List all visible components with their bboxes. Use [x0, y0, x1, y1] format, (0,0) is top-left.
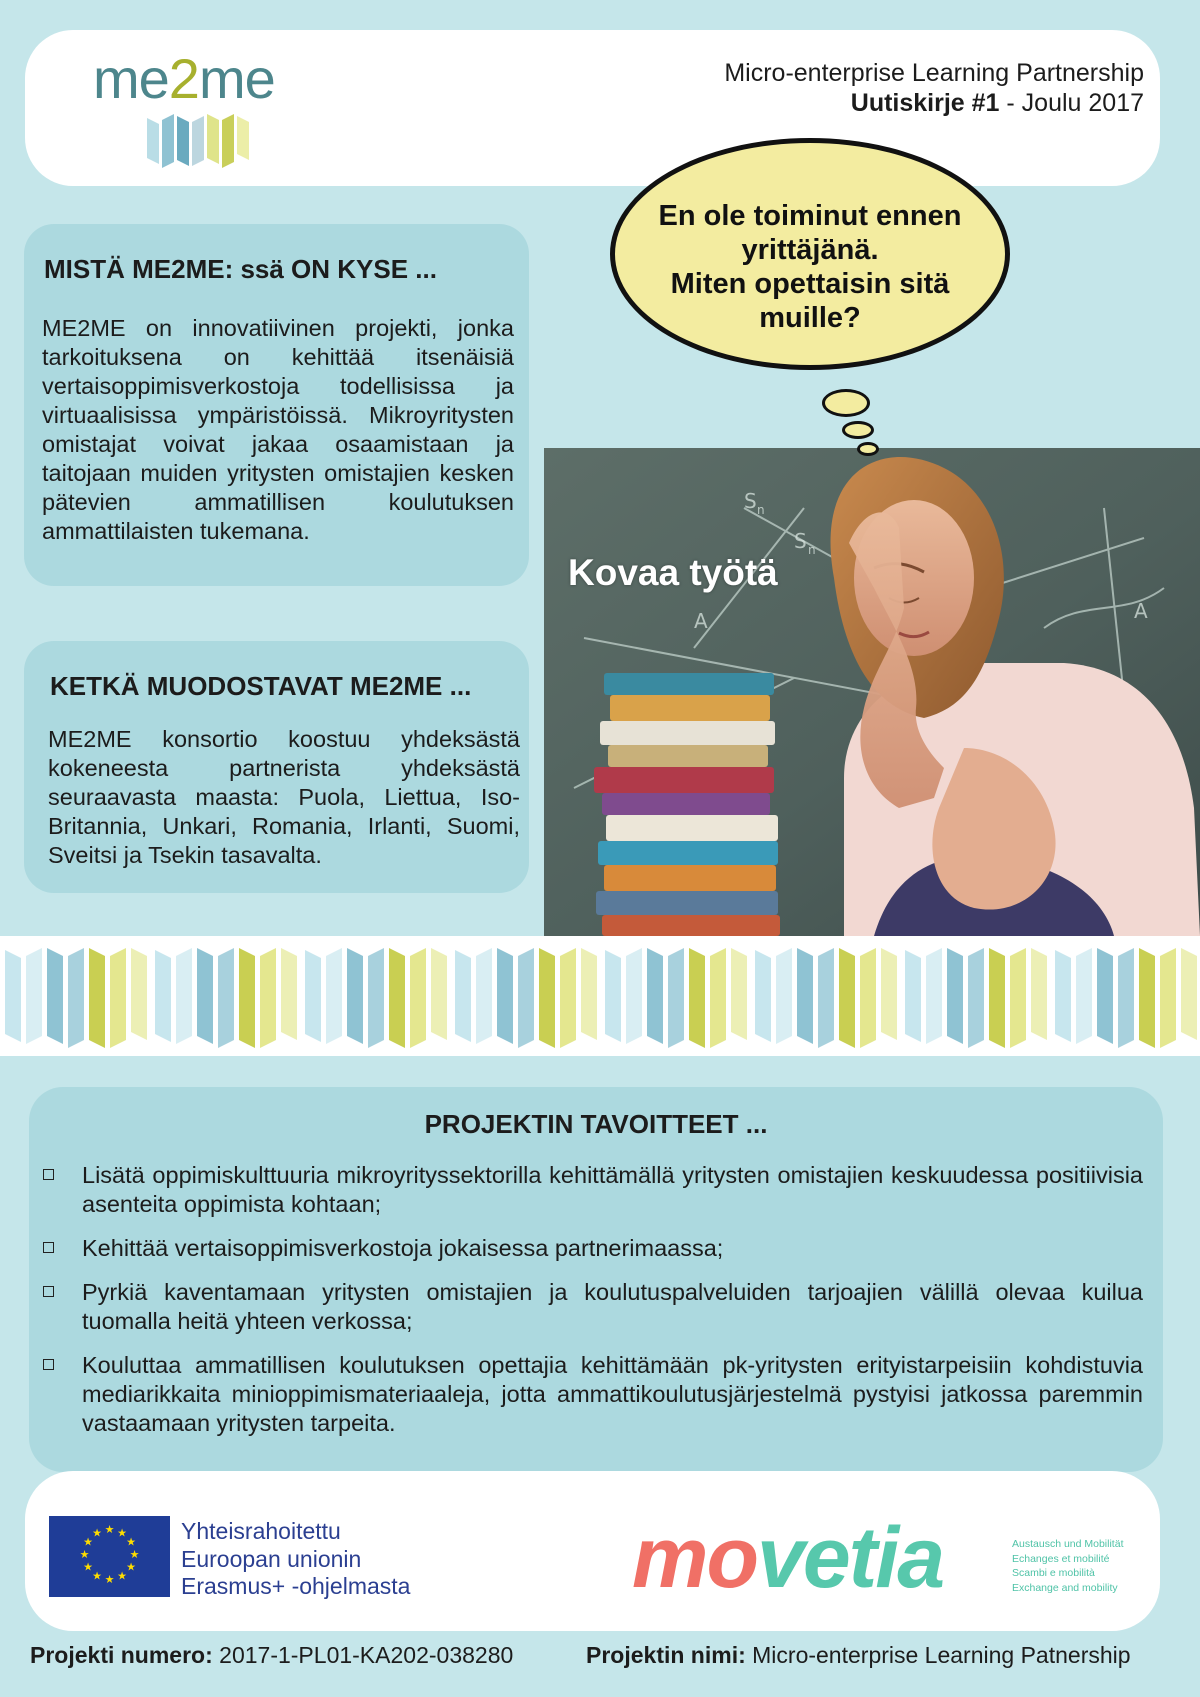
goals-list: [43, 1161, 1143, 1453]
project-number-label: Projekti numero:: [30, 1642, 213, 1668]
square-bullet-icon: [43, 1359, 54, 1370]
logo-stripes-icon: [147, 110, 253, 170]
square-bullet-icon: [43, 1169, 54, 1180]
eu-stars: [49, 1516, 170, 1597]
project-info-line: [30, 1638, 1180, 1672]
goal-text: Kehittää vertaisoppimisverkostoja jokaisessa partnerimaassa;: [82, 1235, 724, 1261]
project-name-label: Projektin nimi:: [586, 1642, 746, 1668]
goals-title: PROJEKTIN TAVOITTEET ...: [424, 1109, 768, 1139]
svg-text:★: ★: [83, 1535, 93, 1549]
svg-text:★: ★: [92, 1569, 102, 1583]
thought-bubble: [610, 138, 1010, 370]
goal-text: Pyrkiä kaventamaan yritysten omistajien ja koulutuspalveluiden tarjoajien välillä olevaa kuilua tuomalla heitä yhteen verkossa;: [82, 1279, 1143, 1334]
square-bullet-icon: [43, 1242, 54, 1253]
svg-text:★: ★: [129, 1548, 140, 1561]
eu-line-1: Yhteisrahoitettu: [181, 1518, 341, 1544]
svg-text:★: ★: [92, 1526, 102, 1540]
project-name-value: Micro-enterprise Learning Patnership: [745, 1642, 1131, 1668]
teacher-photo: [544, 448, 1200, 936]
thought-dot-small: [857, 442, 879, 456]
svg-text:★: ★: [104, 1573, 115, 1586]
movetia-sub-1: Austausch und Mobilität: [1012, 1538, 1124, 1550]
about-section: [24, 224, 529, 586]
logo-text-two: 2: [168, 47, 199, 110]
header-info: [724, 58, 1144, 118]
eu-line-3: Erasmus+ -ohjelmasta: [181, 1573, 411, 1599]
svg-text:A: A: [694, 609, 708, 633]
photo-illustration: [544, 448, 1200, 936]
newsletter-line: [724, 88, 1144, 118]
svg-text:S: S: [794, 529, 807, 553]
members-title: KETKÄ MUODOSTAVAT ME2ME ...: [50, 671, 472, 701]
bubble-line-3: Miten opettaisin sitä: [670, 268, 950, 300]
goal-item: [43, 1351, 1143, 1438]
movetia-logo: [632, 1510, 944, 1606]
goal-item: [43, 1161, 1143, 1219]
svg-text:S: S: [744, 489, 757, 513]
project-number: [30, 1642, 513, 1669]
movetia-sub-2: Echanges et mobilité: [1012, 1552, 1110, 1565]
thought-dot-large: [822, 389, 870, 417]
svg-text:n: n: [808, 543, 816, 557]
project-number-value: 2017-1-PL01-KA202-038280: [212, 1642, 514, 1668]
program-name: Micro-enterprise Learning Partnership: [724, 59, 1144, 87]
about-title: MISTÄ ME2ME: ssä ON KYSE ...: [44, 254, 437, 284]
svg-text:★: ★: [79, 1548, 90, 1561]
movetia-sub-4: Exchange and mobility: [1012, 1581, 1118, 1594]
svg-text:★: ★: [117, 1569, 127, 1583]
svg-text:★: ★: [117, 1526, 127, 1540]
me2me-logo: [93, 46, 275, 111]
bubble-line-1: En ole toiminut ennen: [658, 200, 962, 232]
logo-text-me-2: me: [198, 47, 275, 110]
eu-line-2: Euroopan unionin: [181, 1545, 362, 1572]
goal-item: [43, 1278, 1143, 1336]
photo-caption: Kovaa työtä: [568, 552, 778, 593]
svg-text:★: ★: [126, 1560, 136, 1574]
svg-text:n: n: [757, 503, 765, 517]
movetia-sub-3: Scambi e mobilità: [1012, 1567, 1095, 1579]
goal-text: Kouluttaa ammatillisen koulutuksen opettajia kehittämään pk-yritysten erityistarpeisiin kohdistuvia mediarikkaita minioppimismateriaaleja, jotta ammattikoulutusjärjestelmä pystyisi jatkossa paremmin vastaamaan yritysten tarpeita.: [82, 1352, 1143, 1436]
members-section: [24, 641, 529, 893]
project-name: [586, 1642, 1131, 1669]
goal-item: [43, 1234, 1143, 1263]
movetia-logo-part-2: vetia: [757, 1510, 944, 1606]
thought-bubble-text: [635, 199, 985, 335]
svg-text:A: A: [1134, 599, 1148, 623]
square-bullet-icon: [43, 1286, 54, 1297]
bubble-line-4: muille?: [759, 302, 861, 334]
eu-funding-text: [181, 1518, 410, 1601]
movetia-tagline: [1012, 1537, 1123, 1595]
svg-text:★: ★: [126, 1535, 136, 1549]
newsletter-date: - Joulu 2017: [999, 89, 1144, 117]
thought-dot-medium: [842, 421, 874, 439]
svg-text:★: ★: [104, 1523, 115, 1536]
goals-section: [29, 1087, 1163, 1472]
svg-text:★: ★: [83, 1560, 93, 1574]
eu-flag-icon: [49, 1516, 170, 1597]
newsletter-label: Uutiskirje #1: [850, 89, 1000, 117]
stripe-pattern: [0, 936, 1200, 1056]
movetia-logo-part-1: mo: [632, 1510, 757, 1606]
goal-text: Lisätä oppimiskulttuuria mikroyrityssektorilla kehittämällä yritysten omistajien keskuudessa positiivisia asenteita oppimista kohtaan;: [82, 1162, 1143, 1217]
logo-text-me: me: [93, 47, 169, 110]
bubble-line-2: yrittäjänä.: [741, 234, 879, 266]
members-body: ME2ME konsortio koostuu yhdeksästä kokeneesta partnerista yhdeksästä seuraavasta maasta: Puola, Liettua, Iso-Britannia, Unkari, Romania, Irlanti, Suomi, Sveitsi ja Tsekin tasavalta.: [48, 726, 520, 868]
footer-logos: [25, 1471, 1160, 1631]
decorative-stripe-band: [0, 936, 1200, 1056]
about-body: ME2ME on innovatiivinen projekti, jonka tarkoituksena on kehittää itsenäisiä vertaisoppimisverkostoja todellisissa ja virtuaalisissa ympäristöissä. Mikroyritysten omistajat voivat jakaa osaamistaan ja taitojaan muiden yritysten omistajien kesken pätevien ammatillisen koulutuksen ammattilaisten tukemana.: [42, 315, 514, 544]
header-banner: [25, 30, 1160, 186]
